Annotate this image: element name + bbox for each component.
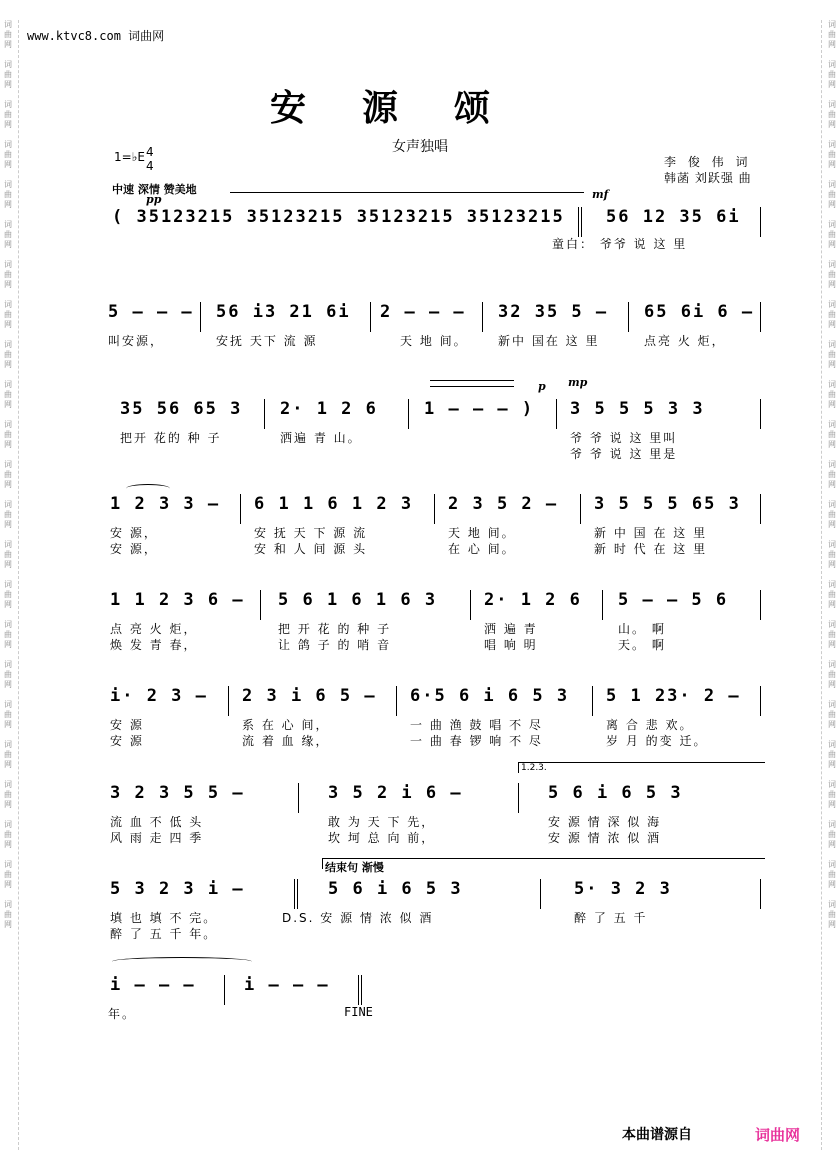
barline — [760, 399, 761, 429]
lyric: 爷 爷 说 这 里是 — [570, 447, 678, 461]
barline — [556, 399, 557, 429]
lyric: 岁 月 的变 迁。 — [606, 734, 708, 748]
measure-notes: 5 1 23· 2 – — [606, 686, 741, 706]
crescendo-hairpin-2 — [430, 386, 514, 387]
tie — [112, 957, 252, 966]
source-label: 本曲谱源自 — [622, 1127, 692, 1143]
dynamic-mp: mp — [568, 376, 588, 389]
barline — [760, 494, 761, 524]
measure-notes: 6 1 1 6 1 2 3 — [254, 494, 414, 514]
dynamic-p: p — [538, 380, 546, 393]
barline — [200, 302, 201, 332]
decrescendo-hairpin — [230, 192, 584, 193]
key-signature: 1=♭E — [114, 150, 145, 164]
barline — [518, 783, 519, 813]
measure-notes: 56 i3 21 6i — [216, 302, 351, 322]
dynamic-mf: mf — [592, 188, 609, 201]
measure-notes: 2· 1 2 6 — [280, 399, 378, 419]
subtitle: 女声独唱 — [392, 139, 448, 155]
measure-notes: 65 6i 6 – — [644, 302, 755, 322]
measure-notes: i – – – — [110, 975, 196, 995]
lyric: 唱 响 明 — [484, 638, 538, 652]
lyric: 在 心 间。 — [448, 542, 516, 556]
barline — [760, 686, 761, 716]
lyric: 安 抚 天 下 源 流 — [254, 526, 368, 540]
repeat-end-barline — [294, 879, 298, 909]
lyric: 醉 了 五 千 年。 — [110, 927, 218, 941]
measure-notes: 5 – – 5 6 — [618, 590, 729, 610]
lyric: 安 源 情 深 似 海 — [548, 815, 662, 829]
barline — [434, 494, 435, 524]
barline — [760, 590, 761, 620]
measure-notes: 5 3 2 3 i – — [110, 879, 245, 899]
measure-notes: 1 1 2 3 6 – — [110, 590, 245, 610]
lyric: 点 亮 火 炬， — [110, 622, 198, 636]
barline — [470, 590, 471, 620]
measure-notes: 2· 1 2 6 — [484, 590, 582, 610]
measure-notes: 5 6 i 6 5 3 — [548, 783, 683, 803]
slur — [126, 484, 170, 493]
measure-notes: 1 – – – ) — [424, 399, 535, 419]
lyric: 叫安源， — [108, 334, 165, 348]
lyric: 敢 为 天 下 先， — [328, 815, 436, 829]
lyric: 醉 了 五 千 — [574, 911, 648, 925]
measure-notes: 1 2 3 3 – — [110, 494, 221, 514]
lyric-line: 童白： 爷爷 说 这 里 — [552, 237, 688, 251]
barline — [370, 302, 371, 332]
measure-notes: 3 5 2 i 6 – — [328, 783, 463, 803]
lyric: 安 源 — [110, 734, 144, 748]
lyric: 一 曲 春 锣 响 不 尽 — [410, 734, 543, 748]
brand-label: 词曲网 — [754, 1126, 800, 1144]
ending-bracket: 结束句 渐慢 — [322, 858, 765, 869]
lyric: 安 和 人 间 源 头 — [254, 542, 368, 556]
barline — [260, 590, 261, 620]
barline — [228, 686, 229, 716]
lyric: 新 时 代 在 这 里 — [594, 542, 708, 556]
crescendo-hairpin — [430, 380, 514, 381]
side-watermark-left: 词 曲 网 词 曲 网 词 曲 网 词 曲 网 词 曲 网 词 曲 网 词 曲 网 词 曲 网 词 曲 网 词 曲 网 词 曲 网 词 曲 网 词 曲 网 词 曲 网 词 曲 网 词 曲 网 词 曲 网 词 曲 网 词 曲 网 词 曲 网 词 曲 网 词 曲 网 词 曲 网 — [4, 20, 12, 929]
measure-notes: 5 6 1 6 1 6 3 — [278, 590, 438, 610]
lyric: 流 着 血 缘， — [242, 734, 330, 748]
lyric: 焕 发 青 春， — [110, 638, 198, 652]
lyric: 安 源， — [110, 542, 158, 556]
barline — [602, 590, 603, 620]
lyric: 把 开 花 的 种 子 — [278, 622, 392, 636]
lyricist: 李 俊 伟 词 — [664, 155, 752, 169]
lyric: 填 也 填 不 完。 — [110, 911, 218, 925]
dynamic-pp: pp — [146, 193, 162, 206]
barline — [224, 975, 225, 1005]
side-watermark-right: 词 曲 网 词 曲 网 词 曲 网 词 曲 网 词 曲 网 词 曲 网 词 曲 网 词 曲 网 词 曲 网 词 曲 网 词 曲 网 词 曲 网 词 曲 网 词 曲 网 词 曲 网 词 曲 网 词 曲 网 词 曲 网 词 曲 网 词 曲 网 词 曲 网 词 曲 网 词 曲 网 — [828, 20, 836, 929]
barline — [240, 494, 241, 524]
lyric: 风 雨 走 四 季 — [110, 831, 204, 845]
lyric: 天 地 间。 — [400, 334, 468, 348]
lyric: 天 地 间。 — [448, 526, 516, 540]
intro-notes: ( 35123215 35123215 35123215 35123215 — [112, 207, 565, 227]
lyric: 年。 — [108, 1007, 137, 1021]
measure-notes: 5 – – – — [108, 302, 194, 322]
measure-notes: 3 5 5 5 65 3 — [594, 494, 741, 514]
barline — [760, 302, 761, 332]
lyric: 安抚 天下 流 源 — [216, 334, 318, 348]
lyric: 安 源， — [110, 526, 158, 540]
repeat-barline — [578, 207, 582, 237]
barline — [298, 783, 299, 813]
barline — [408, 399, 409, 429]
lyric: 洒遍 青 山。 — [280, 431, 362, 445]
lyric: 新 中 国 在 这 里 — [594, 526, 708, 540]
lyric: 让 鸽 子 的 哨 音 — [278, 638, 392, 652]
page-title: 安源颂 — [270, 88, 547, 129]
measure-notes: 56 12 35 6i — [606, 207, 741, 227]
lyric: 洒 遍 青 — [484, 622, 538, 636]
volta-bracket: 1.2.3. — [518, 762, 765, 773]
lyric: 点亮 火 炬， — [644, 334, 726, 348]
lyric: 新中 国在 这 里 — [498, 334, 600, 348]
fine-mark: FINE — [344, 1005, 373, 1019]
barline — [580, 494, 581, 524]
measure-notes: 6·5 6 i 6 5 3 — [410, 686, 570, 706]
barline — [592, 686, 593, 716]
lyric: 一 曲 渔 鼓 唱 不 尽 — [410, 718, 543, 732]
lyric: 离 合 悲 欢。 — [606, 718, 694, 732]
lyric: 安 源 — [110, 718, 144, 732]
lyric: 山。 啊 — [618, 622, 666, 636]
lyric: 系 在 心 间， — [242, 718, 330, 732]
measure-notes: 3 2 3 5 5 – — [110, 783, 245, 803]
measure-notes: 3 5 5 5 3 3 — [570, 399, 705, 419]
measure-notes: i· 2 3 – — [110, 686, 208, 706]
lyric: D.S. 安 源 情 浓 似 酒 — [282, 911, 434, 925]
measure-notes: 2 3 5 2 – — [448, 494, 559, 514]
tempo-marking: 中速 深情 赞美地 — [112, 183, 197, 196]
time-signature: 4 4 — [146, 145, 154, 173]
barline — [760, 879, 761, 909]
lyric: 把开 花的 种 子 — [120, 431, 222, 445]
measure-notes: 35 56 65 3 — [120, 399, 243, 419]
measure-notes: i – – – — [244, 975, 330, 995]
measure-notes: 5· 3 2 3 — [574, 879, 672, 899]
lyric: 天。 啊 — [618, 638, 666, 652]
barline — [482, 302, 483, 332]
barline — [628, 302, 629, 332]
barline — [264, 399, 265, 429]
lyric: 流 血 不 低 头 — [110, 815, 204, 829]
final-barline — [358, 975, 362, 1005]
barline — [396, 686, 397, 716]
composer: 韩菡 刘跃强 曲 — [664, 171, 752, 185]
measure-notes: 2 3 i 6 5 – — [242, 686, 377, 706]
lyric: 安 源 情 浓 似 酒 — [548, 831, 662, 845]
site-url: www.ktvc8.com 词曲网 — [27, 29, 165, 43]
measure-notes: 32 35 5 – — [498, 302, 609, 322]
lyric: 坎 坷 总 向 前， — [328, 831, 436, 845]
measure-notes: 2 – – – — [380, 302, 466, 322]
barline — [760, 207, 761, 237]
lyric: 爷 爷 说 这 里叫 — [570, 431, 678, 445]
measure-notes: 5 6 i 6 5 3 — [328, 879, 463, 899]
barline — [540, 879, 541, 909]
